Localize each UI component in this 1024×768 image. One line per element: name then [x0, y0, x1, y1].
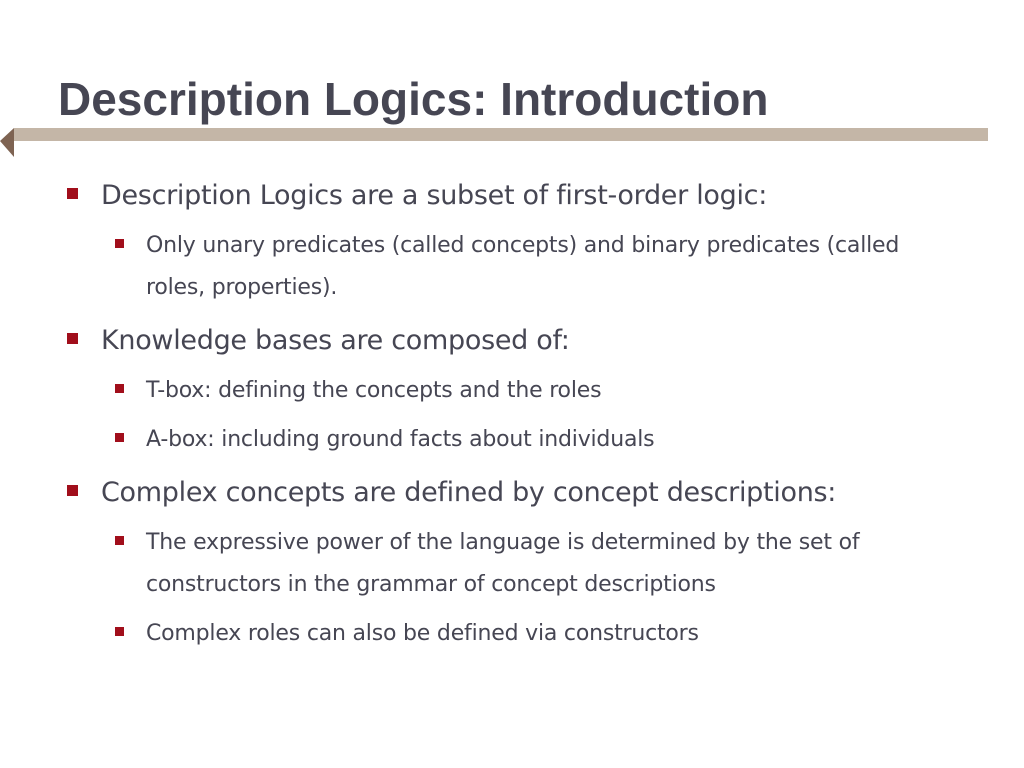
- sub-bullet-item-complex-roles: [101, 612, 962, 654]
- square-bullet-icon: [67, 188, 78, 199]
- square-bullet-icon: [67, 333, 78, 344]
- bullet-list: [62, 170, 962, 661]
- sub-bullet-item-predicates: [101, 224, 962, 308]
- bullet-item-first-order-logic: [62, 170, 962, 220]
- bullet-item-complex-concepts: [62, 467, 962, 517]
- sub-bullet-item-expressive-power: [101, 521, 962, 605]
- title-rule-accent: [0, 128, 14, 157]
- bullet-text: Complex concepts are defined by concept descriptions:: [101, 477, 837, 508]
- square-bullet-icon: [67, 485, 78, 496]
- sub-bullet-text: Only unary predicates (called concepts) and binary predicates (called roles, properties).: [146, 233, 900, 300]
- sub-bullet-text: T-box: defining the concepts and the roles: [146, 378, 602, 403]
- sub-bullet-text: Complex roles can also be defined via constructors: [146, 621, 699, 646]
- square-bullet-icon: [115, 536, 124, 545]
- sub-bullet-text: A-box: including ground facts about individuals: [146, 427, 655, 452]
- square-bullet-icon: [115, 239, 124, 248]
- square-bullet-icon: [115, 627, 124, 636]
- sub-bullet-text: The expressive power of the language is determined by the set of constructors in the grammar of concept descriptions: [146, 530, 860, 597]
- sub-bullet-item-tbox: [101, 369, 962, 411]
- slide-title: Description Logics: Introduction: [58, 73, 769, 125]
- bullet-text: Description Logics are a subset of first-order logic:: [101, 180, 768, 211]
- square-bullet-icon: [115, 384, 124, 393]
- title-divider-rule: [14, 128, 988, 141]
- square-bullet-icon: [115, 433, 124, 442]
- bullet-item-knowledge-bases: [62, 315, 962, 365]
- bullet-text: Knowledge bases are composed of:: [101, 325, 570, 356]
- sub-bullet-item-abox: [101, 418, 962, 460]
